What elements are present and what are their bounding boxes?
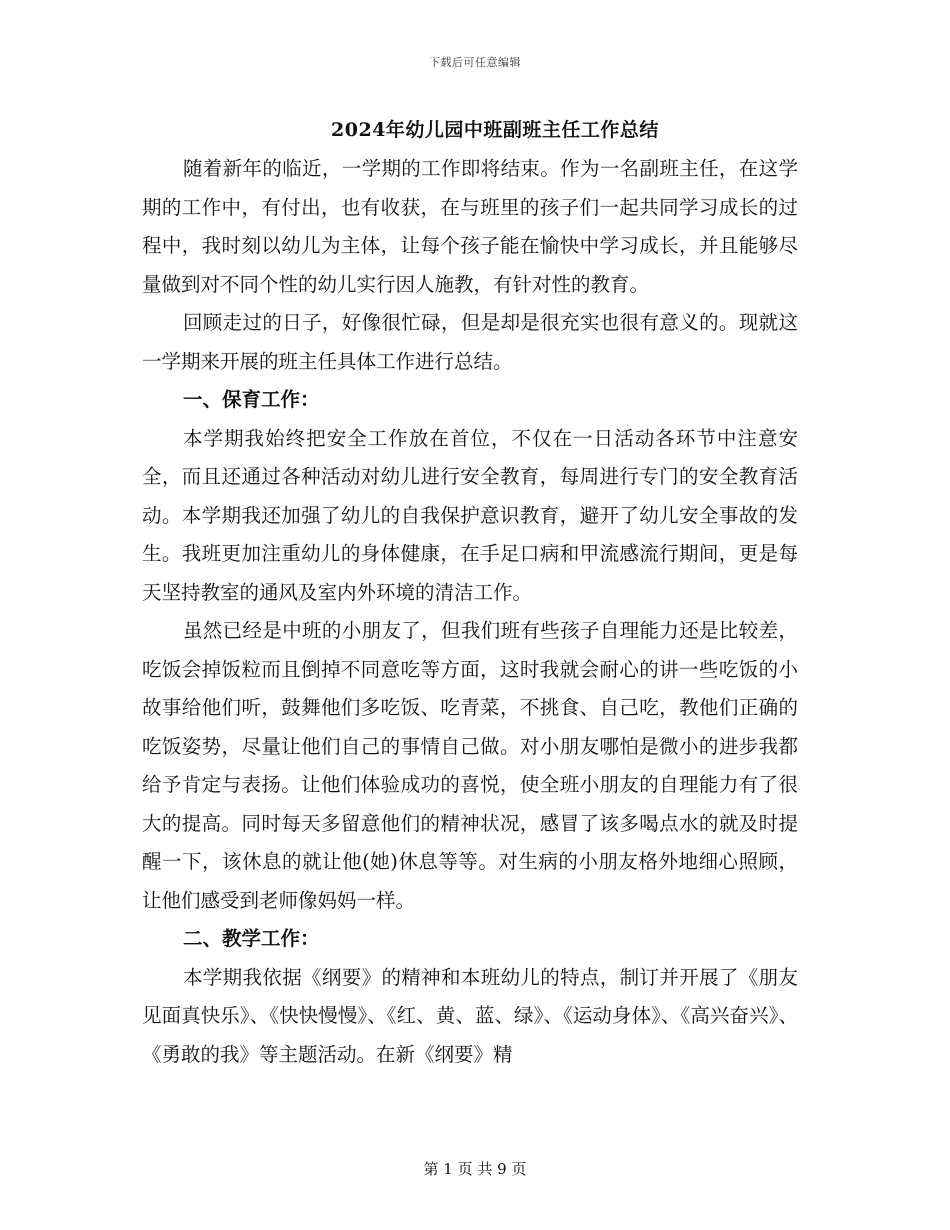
document-title: 2024年幼儿园中班副班主任工作总结 <box>331 119 659 141</box>
section-heading-teaching: 二、教学工作： <box>182 927 320 950</box>
paragraph-review: 回顾走过的日子，好像很忙碌，但是却是很充实也很有意义的。现就这一学期来开展的班主任具体工作进行总结。 <box>142 311 798 373</box>
header-note: 下载后可任意编辑 <box>429 56 521 69</box>
section-heading-care: 一、保育工作： <box>182 388 320 411</box>
document-body <box>142 150 798 1074</box>
page-number: 第 1 页 共 9 页 <box>423 1160 527 1178</box>
paragraph-self-care: 虽然已经是中班的小朋友了，但我们班有些孩子自理能力还是比较差，吃饭会掉饭粒而且倒掉不同意吃等方面，这时我就会耐心的讲一些吃饭的小故事给他们听，鼓舞他们多吃饭、吃青菜，不挑食、自己吃，教他们正确的吃饭姿势，尽量让他们自己的事情自己做。对小朋友哪怕是微小的进步我都给予肯定与表扬。让他们体验成功的喜悦，使全班小朋友的自理能力有了很大的提高。同时每天多留意他们的精神状况，感冒了该多喝点水的就及时提醒一下，该休息的就让他(她)休息等等。对生病的小朋友格外地细心照顾，让他们感受到老师像妈妈一样。 <box>142 619 798 912</box>
paragraph-teaching: 本学期我依据《纲要》的精神和本班幼儿的特点，制订并开展了《朋友见面真快乐》、《快快慢慢》、《红、黄、蓝、绿》、《运动身体》、《高兴奋兴》、《勇敢的我》等主题活动。在新《纲要》精 <box>142 965 798 1066</box>
paragraph-intro: 随着新年的临近，一学期的工作即将结束。作为一名副班主任，在这学期的工作中，有付出，也有收获，在与班里的孩子们一起共同学习成长的过程中，我时刻以幼儿为主体，让每个孩子能在愉快中学习成长，并且能够尽量做到对不同个性的幼儿实行因人施教，有针对性的教育。 <box>142 157 798 296</box>
paragraph-safety: 本学期我始终把安全工作放在首位，不仅在一日活动各环节中注意安全，而且还通过各种活动对幼儿进行安全教育，每周进行专门的安全教育活动。本学期我还加强了幼儿的自我保护意识教育，避开了幼儿安全事故的发生。我班更加注重幼儿的身体健康，在手足口病和甲流感流行期间，更是每天坚持教室的通风及室内外环境的清洁工作。 <box>142 426 798 604</box>
